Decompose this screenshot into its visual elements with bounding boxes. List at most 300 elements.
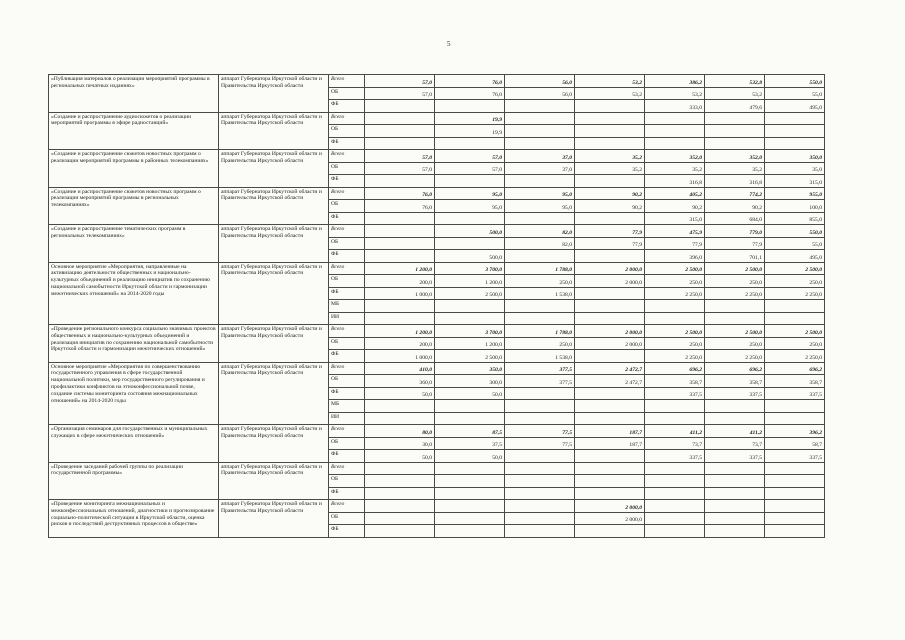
amount-cell: 386,2 <box>645 75 705 88</box>
amount-cell <box>575 300 645 313</box>
amount-cell <box>505 525 575 538</box>
funding-source-cell: ОБ <box>329 87 365 100</box>
amount-cell <box>435 412 505 425</box>
amount-cell: 360,0 <box>365 375 435 388</box>
amount-cell: 53,2 <box>575 87 645 100</box>
amount-cell: 19,9 <box>435 125 505 138</box>
amount-cell <box>765 125 825 138</box>
amount-cell: 95,0 <box>435 200 505 213</box>
table-row <box>49 187 825 200</box>
amount-cell <box>705 512 765 525</box>
amount-cell: 350,0 <box>435 362 505 375</box>
amount-cell: 1 200,0 <box>365 325 435 338</box>
amount-cell: 35,0 <box>765 162 825 175</box>
amount-cell <box>575 125 645 138</box>
amount-cell: 2 500,0 <box>645 262 705 275</box>
amount-cell: 333,0 <box>645 100 705 113</box>
amount-cell: 53,2 <box>645 87 705 100</box>
amount-cell <box>505 487 575 500</box>
funding-source-cell: МБ <box>329 300 365 313</box>
amount-cell: 2 000,0 <box>575 512 645 525</box>
amount-cell <box>505 300 575 313</box>
amount-cell: 337,5 <box>705 387 765 400</box>
amount-cell: 2 500,0 <box>705 325 765 338</box>
amount-cell <box>365 462 435 475</box>
amount-cell <box>435 400 505 413</box>
amount-cell <box>435 500 505 513</box>
amount-cell <box>705 487 765 500</box>
amount-cell: 2 000,0 <box>575 500 645 513</box>
executor-cell: аппарат Губернатора Иркутской области и Правительства Иркутской области <box>219 325 329 363</box>
amount-cell <box>575 412 645 425</box>
amount-cell <box>705 312 765 325</box>
executor-cell: аппарат Губернатора Иркутской области и Правительства Иркутской области <box>219 462 329 500</box>
funding-source-cell: ОБ <box>329 337 365 350</box>
amount-cell: 3 700,0 <box>435 325 505 338</box>
amount-cell <box>575 112 645 125</box>
amount-cell <box>575 212 645 225</box>
amount-cell: 1 000,0 <box>365 287 435 300</box>
funding-source-cell: ФБ <box>329 287 365 300</box>
amount-cell <box>505 137 575 150</box>
amount-cell: 2 250,0 <box>645 350 705 363</box>
amount-cell <box>505 450 575 463</box>
amount-cell: 35,2 <box>575 162 645 175</box>
amount-cell: 250,0 <box>645 337 705 350</box>
table-row <box>49 75 825 88</box>
amount-cell: 77,5 <box>505 425 575 438</box>
amount-cell <box>435 462 505 475</box>
table-row <box>49 262 825 275</box>
amount-cell: 316,8 <box>705 175 765 188</box>
table-row <box>49 500 825 513</box>
amount-cell: 30,0 <box>365 437 435 450</box>
amount-cell: 200,0 <box>365 337 435 350</box>
amount-cell <box>645 500 705 513</box>
amount-cell: 250,0 <box>765 337 825 350</box>
amount-cell: 76,0 <box>365 200 435 213</box>
amount-cell <box>365 412 435 425</box>
amount-cell <box>505 500 575 513</box>
amount-cell <box>705 412 765 425</box>
amount-cell <box>575 400 645 413</box>
amount-cell: 2 250,0 <box>765 287 825 300</box>
funding-source-cell: Всего <box>329 362 365 375</box>
amount-cell <box>365 137 435 150</box>
amount-cell <box>365 512 435 525</box>
amount-cell: 779,0 <box>705 225 765 238</box>
funding-source-cell: ФБ <box>329 100 365 113</box>
amount-cell: 2 000,0 <box>575 325 645 338</box>
amount-cell: 358,7 <box>705 375 765 388</box>
amount-cell: 95,0 <box>505 200 575 213</box>
amount-cell <box>575 175 645 188</box>
funding-source-cell: Всего <box>329 112 365 125</box>
amount-cell <box>645 125 705 138</box>
activity-name-cell: «Создание и распространение аудиосюжетов о реализации мероприятий программы в эфире радиостанций» <box>49 112 219 150</box>
amount-cell: 410,0 <box>365 362 435 375</box>
amount-cell <box>435 300 505 313</box>
amount-cell: 77,9 <box>645 237 705 250</box>
executor-cell: аппарат Губернатора Иркутской области и Правительства Иркутской области <box>219 187 329 225</box>
amount-cell: 77,5 <box>505 437 575 450</box>
table-row <box>49 362 825 375</box>
amount-cell: 73,7 <box>645 437 705 450</box>
amount-cell <box>575 137 645 150</box>
amount-cell <box>435 137 505 150</box>
amount-cell: 77,9 <box>575 237 645 250</box>
amount-cell: 90,2 <box>645 200 705 213</box>
amount-cell <box>705 462 765 475</box>
amount-cell <box>765 300 825 313</box>
funding-source-cell: Всего <box>329 262 365 275</box>
amount-cell: 377,5 <box>505 362 575 375</box>
amount-cell: 774,2 <box>705 187 765 200</box>
amount-cell: 56,0 <box>505 87 575 100</box>
amount-cell <box>505 112 575 125</box>
amount-cell <box>365 500 435 513</box>
funding-source-cell: ИИ <box>329 412 365 425</box>
amount-cell: 1 538,0 <box>505 350 575 363</box>
amount-cell: 187,7 <box>575 425 645 438</box>
amount-cell: 250,0 <box>705 337 765 350</box>
amount-cell: 2 250,0 <box>765 350 825 363</box>
amount-cell <box>435 512 505 525</box>
amount-cell: 56,0 <box>505 75 575 88</box>
amount-cell <box>765 462 825 475</box>
amount-cell <box>765 312 825 325</box>
table-row <box>49 225 825 238</box>
amount-cell: 396,0 <box>645 250 705 263</box>
amount-cell: 57,0 <box>365 75 435 88</box>
amount-cell <box>575 462 645 475</box>
amount-cell <box>435 525 505 538</box>
amount-cell: 316,8 <box>645 175 705 188</box>
amount-cell: 300,0 <box>435 375 505 388</box>
amount-cell <box>575 312 645 325</box>
amount-cell <box>575 250 645 263</box>
table-body <box>49 75 825 538</box>
amount-cell: 250,0 <box>505 337 575 350</box>
amount-cell: 55,0 <box>765 87 825 100</box>
amount-cell: 411,2 <box>705 425 765 438</box>
amount-cell <box>645 300 705 313</box>
amount-cell: 53,2 <box>705 87 765 100</box>
amount-cell: 352,0 <box>645 150 705 163</box>
amount-cell <box>505 462 575 475</box>
amount-cell: 35,2 <box>705 162 765 175</box>
amount-cell <box>645 512 705 525</box>
amount-cell: 50,0 <box>435 387 505 400</box>
funding-source-cell: ОБ <box>329 375 365 388</box>
amount-cell: 250,0 <box>705 275 765 288</box>
funding-source-cell: ОБ <box>329 437 365 450</box>
amount-cell: 77,9 <box>705 237 765 250</box>
funding-source-cell: ФБ <box>329 487 365 500</box>
amount-cell <box>435 475 505 488</box>
amount-cell <box>435 237 505 250</box>
amount-cell <box>505 175 575 188</box>
amount-cell <box>365 112 435 125</box>
amount-cell: 337,5 <box>765 387 825 400</box>
amount-cell <box>575 350 645 363</box>
amount-cell <box>365 525 435 538</box>
amount-cell: 187,7 <box>575 437 645 450</box>
amount-cell: 696,2 <box>705 362 765 375</box>
amount-cell <box>705 475 765 488</box>
funding-source-cell: ОБ <box>329 475 365 488</box>
amount-cell <box>705 125 765 138</box>
activity-name-cell: «Проведение мониторинга межнациональных и межконфессиональных отношений, диагностики и прогнозирование социально-политической ситуации в Иркутской области, оценка рисков и последствий деструктивных процессов в обществе» <box>49 500 219 538</box>
table-row <box>49 325 825 338</box>
activity-name-cell: «Публикация материалов о реализации мероприятий программы в региональных печатных изданиях» <box>49 75 219 113</box>
amount-cell: 90,2 <box>575 187 645 200</box>
amount-cell: 1 200,0 <box>435 337 505 350</box>
amount-cell: 337,5 <box>765 450 825 463</box>
amount-cell: 479,6 <box>705 100 765 113</box>
amount-cell: 250,0 <box>765 275 825 288</box>
amount-cell: 57,0 <box>435 150 505 163</box>
amount-cell <box>435 312 505 325</box>
amount-cell: 50,0 <box>365 387 435 400</box>
funding-source-cell: Всего <box>329 500 365 513</box>
amount-cell: 50,0 <box>435 450 505 463</box>
amount-cell: 405,2 <box>645 187 705 200</box>
amount-cell <box>435 487 505 500</box>
amount-cell: 57,0 <box>365 150 435 163</box>
amount-cell: 90,2 <box>705 200 765 213</box>
amount-cell: 337,5 <box>645 450 705 463</box>
amount-cell: 76,0 <box>435 87 505 100</box>
funding-source-cell: ФБ <box>329 175 365 188</box>
amount-cell: 1 000,0 <box>365 350 435 363</box>
amount-cell <box>575 100 645 113</box>
amount-cell: 2 500,0 <box>705 262 765 275</box>
amount-cell <box>765 512 825 525</box>
executor-cell: аппарат Губернатора Иркутской области и Правительства Иркутской области <box>219 425 329 463</box>
amount-cell: 77,9 <box>575 225 645 238</box>
activity-name-cell: «Проведение заседаний рабочей группы по реализации государственной программы» <box>49 462 219 500</box>
activity-name-cell: «Создание и распространение сюжетов новостных программ о реализации мероприятий программы в региональных телекомпаниях» <box>49 187 219 225</box>
amount-cell: 955,0 <box>765 187 825 200</box>
funding-source-cell: ОБ <box>329 275 365 288</box>
amount-cell: 358,7 <box>765 375 825 388</box>
amount-cell <box>505 412 575 425</box>
budget-table <box>48 74 825 538</box>
amount-cell: 2 250,0 <box>705 350 765 363</box>
amount-cell <box>705 400 765 413</box>
amount-cell <box>365 312 435 325</box>
amount-cell <box>575 475 645 488</box>
amount-cell: 2 500,0 <box>765 325 825 338</box>
amount-cell: 500,0 <box>435 225 505 238</box>
amount-cell: 2 000,0 <box>575 337 645 350</box>
amount-cell <box>645 412 705 425</box>
amount-cell <box>765 487 825 500</box>
amount-cell <box>575 287 645 300</box>
amount-cell: 701,1 <box>705 250 765 263</box>
executor-cell: аппарат Губернатора Иркутской области и Правительства Иркутской области <box>219 362 329 425</box>
amount-cell <box>505 512 575 525</box>
amount-cell: 250,0 <box>505 275 575 288</box>
amount-cell: 550,0 <box>765 225 825 238</box>
amount-cell: 57,0 <box>365 87 435 100</box>
amount-cell: 1 200,0 <box>435 275 505 288</box>
activity-name-cell: «Создание и распространение тематических программ в региональных телекомпаниях» <box>49 225 219 263</box>
amount-cell: 495,0 <box>765 100 825 113</box>
amount-cell: 337,5 <box>645 387 705 400</box>
activity-name-cell: «Проведение регионального конкурса социально значимых проектов общественных и национально-культурных объединений и реализация инициатив по сохранению национальной самобытности Иркутской области и гармонизации межэтнических отношений» <box>49 325 219 363</box>
amount-cell <box>705 500 765 513</box>
amount-cell: 337,5 <box>705 450 765 463</box>
funding-source-cell: Всего <box>329 225 365 238</box>
amount-cell: 696,2 <box>765 362 825 375</box>
amount-cell <box>505 250 575 263</box>
funding-source-cell: Всего <box>329 325 365 338</box>
amount-cell <box>365 475 435 488</box>
amount-cell: 2 000,0 <box>575 262 645 275</box>
amount-cell: 358,7 <box>645 375 705 388</box>
amount-cell <box>505 400 575 413</box>
amount-cell: 696,2 <box>645 362 705 375</box>
amount-cell: 58,7 <box>765 437 825 450</box>
amount-cell: 95,0 <box>435 187 505 200</box>
amount-cell: 2 500,0 <box>645 325 705 338</box>
amount-cell: 396,2 <box>765 425 825 438</box>
amount-cell: 200,0 <box>365 275 435 288</box>
amount-cell <box>645 487 705 500</box>
activity-name-cell: «Создание и распространение сюжетов новостных программ о реализации мероприятий программы в районных телекомпаниях» <box>49 150 219 188</box>
amount-cell <box>645 312 705 325</box>
amount-cell: 475,9 <box>645 225 705 238</box>
amount-cell <box>645 112 705 125</box>
amount-cell: 352,0 <box>705 150 765 163</box>
amount-cell: 2 000,0 <box>575 275 645 288</box>
amount-cell <box>765 112 825 125</box>
funding-source-cell: ОБ <box>329 512 365 525</box>
amount-cell: 73,7 <box>705 437 765 450</box>
table-row <box>49 150 825 163</box>
amount-cell <box>365 175 435 188</box>
amount-cell: 684,0 <box>705 212 765 225</box>
amount-cell <box>765 475 825 488</box>
amount-cell: 550,0 <box>765 75 825 88</box>
amount-cell: 37,5 <box>435 437 505 450</box>
amount-cell <box>365 400 435 413</box>
funding-source-cell: Всего <box>329 425 365 438</box>
amount-cell <box>705 137 765 150</box>
amount-cell <box>645 475 705 488</box>
amount-cell <box>505 475 575 488</box>
amount-cell: 57,0 <box>435 162 505 175</box>
amount-cell <box>705 112 765 125</box>
amount-cell: 500,0 <box>435 250 505 263</box>
executor-cell: аппарат Губернатора Иркутской области и Правительства Иркутской области <box>219 225 329 263</box>
amount-cell <box>575 387 645 400</box>
amount-cell: 82,0 <box>505 225 575 238</box>
amount-cell: 35,2 <box>575 150 645 163</box>
page-number: 5 <box>447 40 451 48</box>
amount-cell <box>645 525 705 538</box>
funding-source-cell: ОБ <box>329 200 365 213</box>
amount-cell: 2 500,0 <box>435 287 505 300</box>
amount-cell: 57,0 <box>365 162 435 175</box>
executor-cell: аппарат Губернатора Иркутской области и Правительства Иркутской области <box>219 262 329 325</box>
amount-cell: 2 472,7 <box>575 375 645 388</box>
funding-source-cell: ФБ <box>329 525 365 538</box>
amount-cell: 1 538,0 <box>505 287 575 300</box>
funding-source-cell: МБ <box>329 400 365 413</box>
activity-name-cell: Основное мероприятие «Мероприятия по совершенствованию государственного управления в сфере государственной национальной политики, мер государственного регулирования и профилактики конфликтов на этноконфессиональной почве, создание системы мониторинга состояния межнациональных отношений» на 2014-2020 годы <box>49 362 219 425</box>
amount-cell: 90,2 <box>575 200 645 213</box>
amount-cell: 95,0 <box>505 187 575 200</box>
amount-cell <box>575 450 645 463</box>
amount-cell <box>365 125 435 138</box>
amount-cell: 37,0 <box>505 162 575 175</box>
amount-cell <box>365 237 435 250</box>
amount-cell <box>365 225 435 238</box>
amount-cell <box>365 212 435 225</box>
amount-cell: 350,0 <box>765 150 825 163</box>
amount-cell <box>505 212 575 225</box>
amount-cell: 2 250,0 <box>645 287 705 300</box>
amount-cell: 19,9 <box>435 112 505 125</box>
amount-cell: 411,2 <box>645 425 705 438</box>
funding-source-cell: ФБ <box>329 387 365 400</box>
executor-cell: аппарат Губернатора Иркутской области и Правительства Иркутской области <box>219 112 329 150</box>
funding-source-cell: Всего <box>329 75 365 88</box>
amount-cell <box>765 525 825 538</box>
amount-cell <box>645 462 705 475</box>
amount-cell: 315,0 <box>765 175 825 188</box>
executor-cell: аппарат Губернатора Иркутской области и Правительства Иркутской области <box>219 75 329 113</box>
amount-cell: 2 500,0 <box>435 350 505 363</box>
amount-cell: 250,0 <box>645 275 705 288</box>
amount-cell <box>705 525 765 538</box>
amount-cell: 2 472,7 <box>575 362 645 375</box>
funding-source-cell: ОБ <box>329 162 365 175</box>
amount-cell <box>575 525 645 538</box>
amount-cell: 53,2 <box>575 75 645 88</box>
funding-source-cell: ФБ <box>329 350 365 363</box>
amount-cell: 35,2 <box>645 162 705 175</box>
executor-cell: аппарат Губернатора Иркутской области и Правительства Иркутской области <box>219 150 329 188</box>
amount-cell: 37,0 <box>505 150 575 163</box>
amount-cell <box>365 250 435 263</box>
amount-cell <box>505 387 575 400</box>
funding-source-cell: ФБ <box>329 250 365 263</box>
table-row <box>49 112 825 125</box>
funding-source-cell: ФБ <box>329 450 365 463</box>
executor-cell: аппарат Губернатора Иркутской области и Правительства Иркутской области <box>219 500 329 538</box>
funding-source-cell: ОБ <box>329 237 365 250</box>
funding-source-cell: Всего <box>329 462 365 475</box>
amount-cell: 532,8 <box>705 75 765 88</box>
amount-cell: 80,0 <box>365 425 435 438</box>
amount-cell <box>705 300 765 313</box>
amount-cell <box>505 100 575 113</box>
amount-cell: 377,5 <box>505 375 575 388</box>
amount-cell: 1 200,0 <box>365 262 435 275</box>
amount-cell <box>765 400 825 413</box>
activity-name-cell: Основное мероприятие «Мероприятия, направленные на активизацию деятельности общественных и национально-культурных объединений и реализацию инициатив по сохранению национальной самобытности Иркутской области и гармонизации межэтнических отношений» на 2014-2020 годы <box>49 262 219 325</box>
amount-cell: 87,5 <box>435 425 505 438</box>
amount-cell <box>505 312 575 325</box>
amount-cell <box>645 400 705 413</box>
amount-cell <box>765 412 825 425</box>
amount-cell: 1 788,0 <box>505 262 575 275</box>
amount-cell: 50,0 <box>365 450 435 463</box>
